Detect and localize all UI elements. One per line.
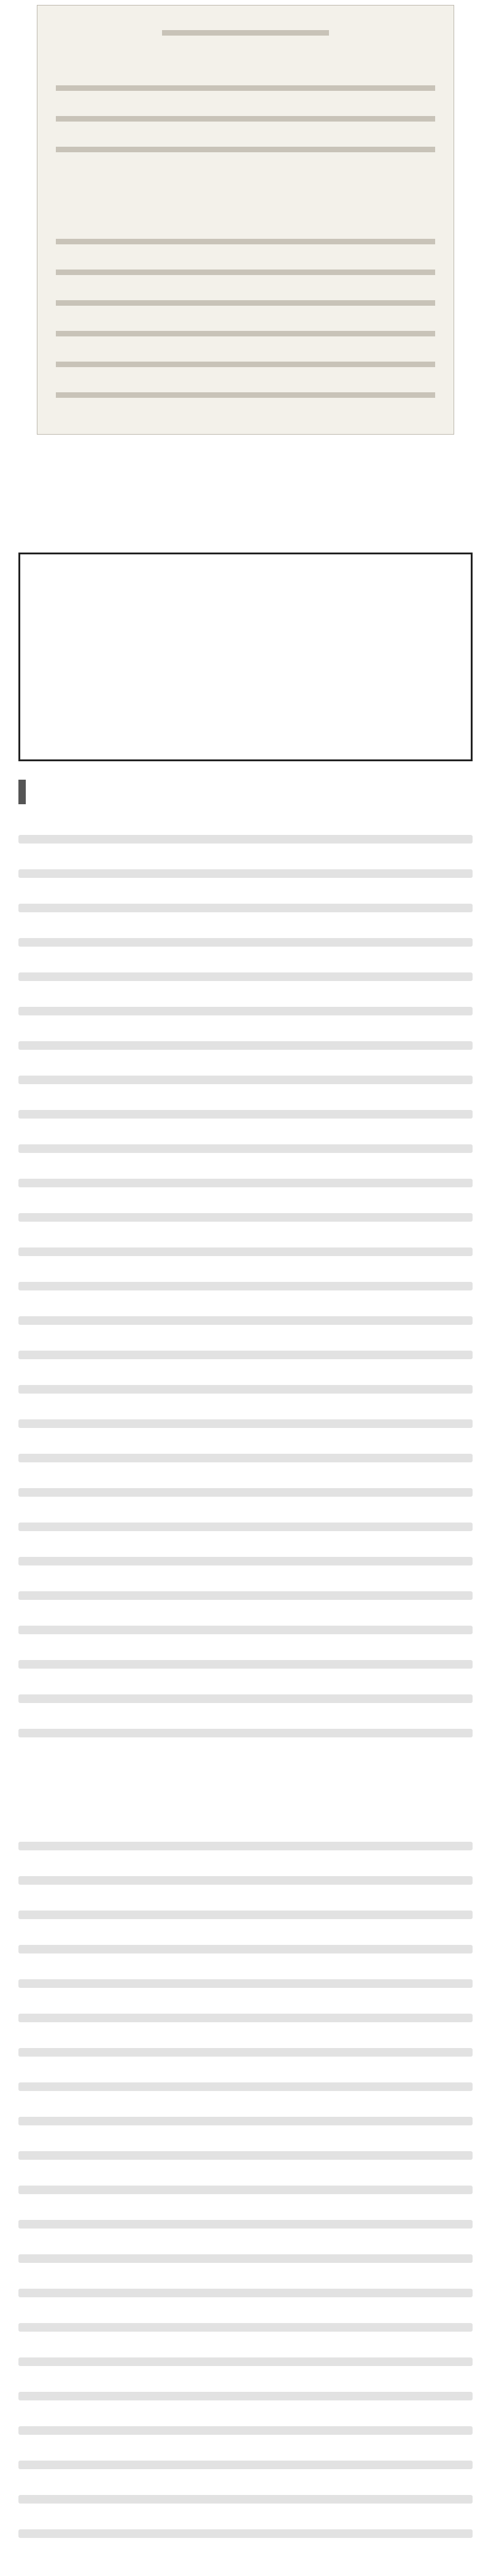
section2-text-placeholder [18, 1842, 473, 2564]
official-letter-photo [37, 5, 454, 435]
kicker-marker-1 [18, 780, 26, 804]
section1-text-placeholder [18, 835, 473, 1763]
headline-banner [18, 553, 473, 761]
